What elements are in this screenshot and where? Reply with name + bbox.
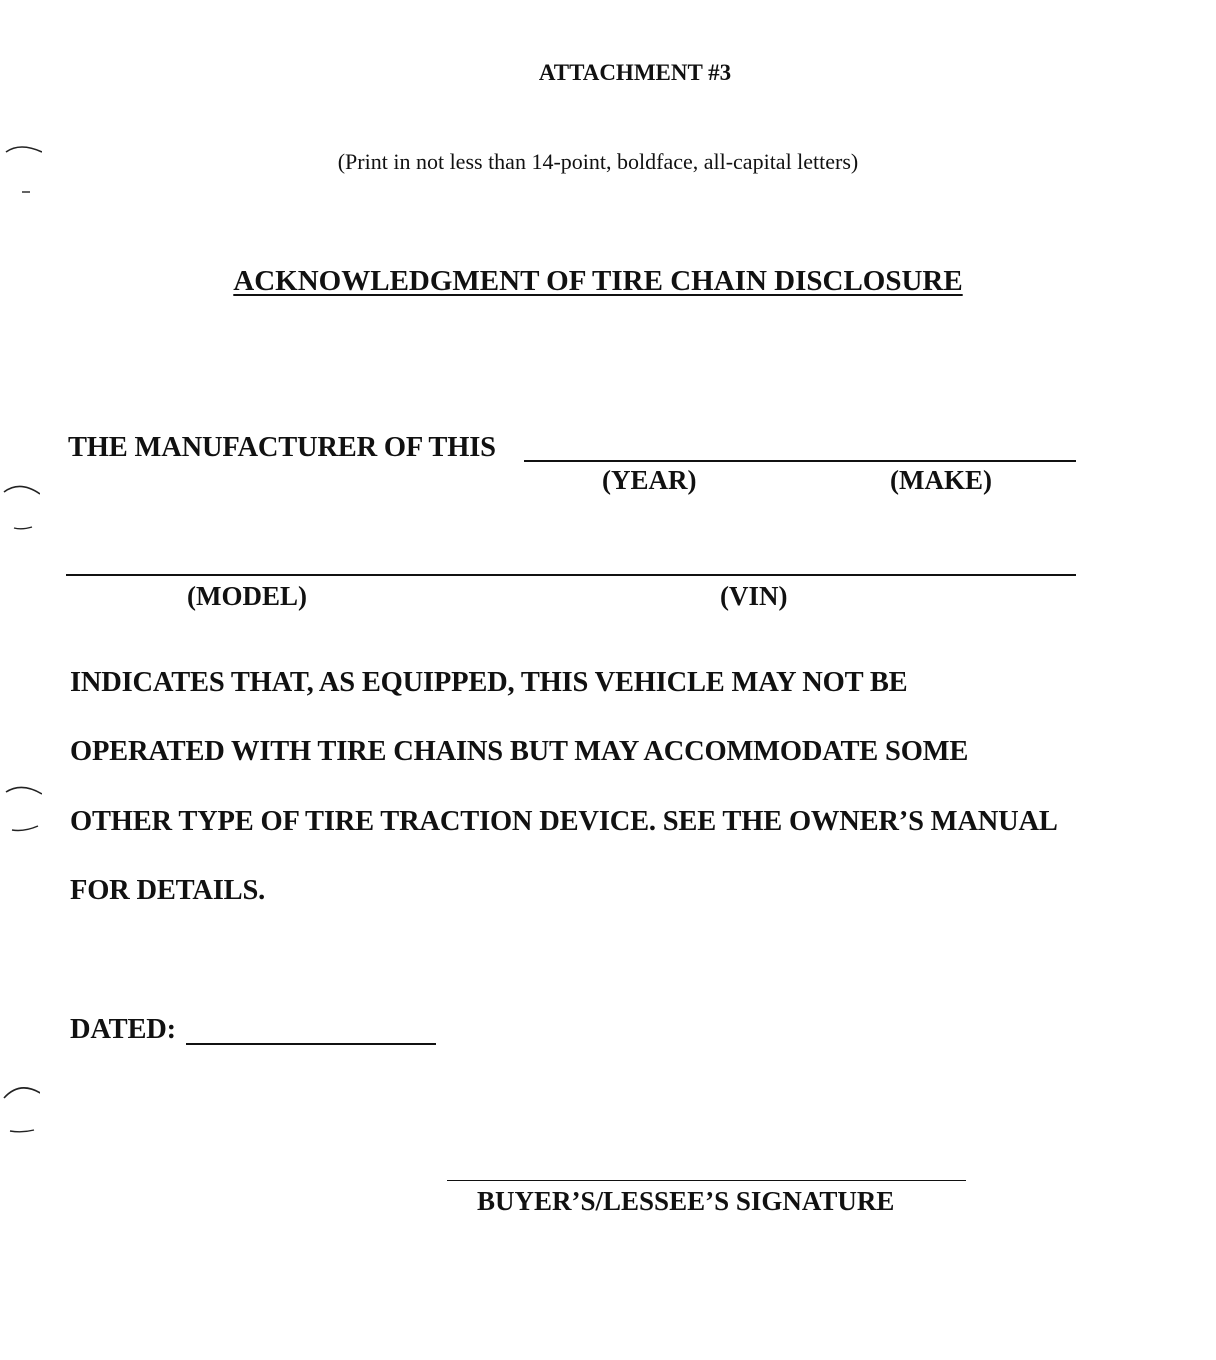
model-label: (MODEL) — [187, 581, 307, 611]
year-make-blank-line[interactable] — [524, 460, 1076, 462]
punch-hole-mark — [2, 1076, 40, 1156]
document-title-text: ACKNOWLEDGMENT OF TIRE CHAIN DISCLOSURE — [233, 265, 963, 297]
disclosure-line: INDICATES THAT, AS EQUIPPED, THIS VEHICLE MAY NOT BE — [70, 667, 908, 698]
manufacturer-lead-text: THE MANUFACTURER OF THIS — [68, 432, 496, 463]
make-label: (MAKE) — [890, 465, 992, 495]
dated-blank-line[interactable] — [186, 1043, 436, 1045]
signature-blank-line[interactable] — [447, 1180, 966, 1181]
document-title — [0, 265, 1196, 298]
punch-hole-mark — [2, 472, 40, 552]
disclosure-line: OTHER TYPE OF TIRE TRACTION DEVICE. SEE THE OWNER’S MANUAL — [70, 806, 1058, 837]
vin-label: (VIN) — [720, 581, 788, 611]
punch-hole-mark — [4, 776, 42, 856]
model-vin-blank-line[interactable] — [66, 574, 1076, 576]
attachment-number: ATTACHMENT #3 — [538, 60, 732, 85]
disclosure-line: OPERATED WITH TIRE CHAINS BUT MAY ACCOMMODATE SOME — [70, 736, 969, 767]
year-label: (YEAR) — [602, 465, 697, 495]
signature-label: BUYER’S/LESSEE’S SIGNATURE — [477, 1186, 895, 1216]
punch-hole-mark — [4, 136, 42, 216]
print-instruction: (Print in not less than 14-point, boldface, all-capital letters) — [337, 149, 859, 174]
disclosure-line: FOR DETAILS. — [70, 875, 266, 906]
dated-label: DATED: — [70, 1014, 176, 1045]
